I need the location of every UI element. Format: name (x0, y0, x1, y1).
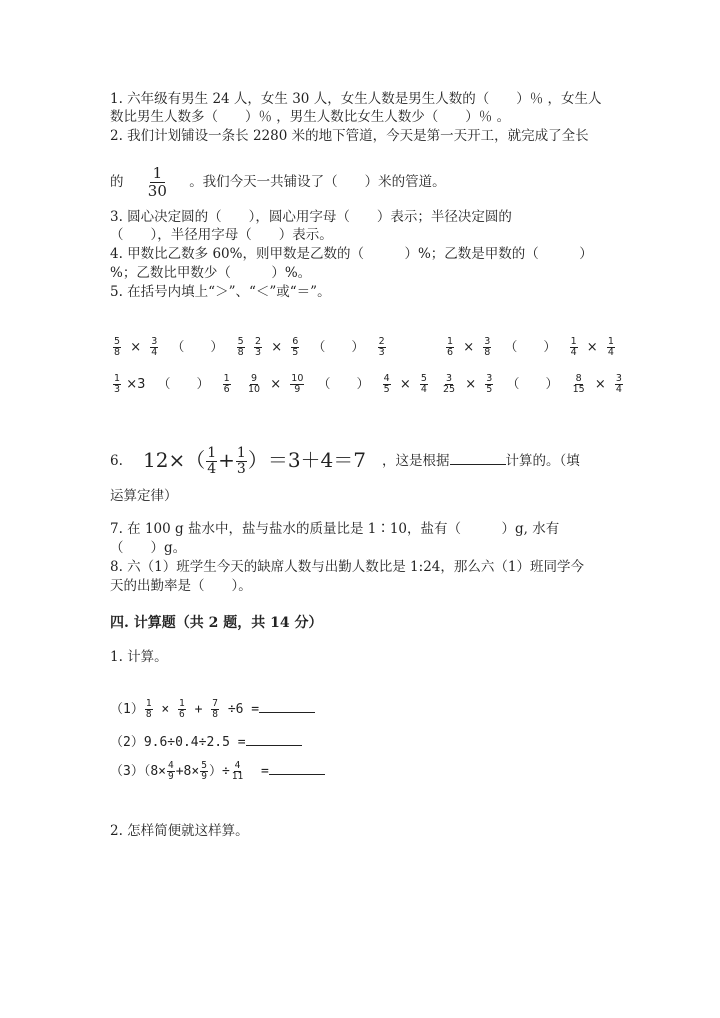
fraction: $\frac{1}{4}$ (570, 336, 577, 358)
q5-row1-item3: $\frac{1}{6}$ × $\frac{3}{8}$ （ ） $\frac{1}{4}$ × $\frac{1}{4}$ (447, 336, 614, 358)
fraction: $\frac{1}{6}$ (223, 373, 230, 395)
fraction: $\frac{4}{9}$ (167, 760, 174, 782)
q4-line2: %；乙数比甲数少（ ）%。 (110, 265, 312, 281)
fraction: $\frac{2}{3}$ (255, 336, 262, 358)
q2-fraction (148, 165, 167, 200)
q5-row1-item1: $\frac{5}{8}$ × $\frac{3}{4}$ （ ） $\frac{5}{8}$ (114, 336, 244, 358)
q6-label: 6. (110, 453, 123, 469)
calc1-title: 1. 计算。 (110, 649, 168, 665)
q6-text: ，这是根据 计算的。（填 (382, 453, 580, 469)
answer-paren[interactable]: （ ） (506, 377, 559, 392)
answer-paren[interactable]: （ ） (317, 377, 370, 392)
fraction: $\frac{3}{4}$ (615, 373, 622, 395)
q4-line1: 4. 甲数比乙数多 60%，则甲数是乙数的（ ）%；乙数是甲数的（ ） (110, 246, 593, 262)
q7-line1: 7. 在 100 g 盐水中，盐与盐水的质量比是 1∶10，盐有（ ）g, 水有 (110, 521, 560, 537)
q5-row2-item3: $\frac{3}{25}$ × $\frac{3}{5}$ （ ） $\frac{8}{15}$ × $\frac{3}{4}$ (443, 373, 622, 395)
q2-suffix: 。我们今天一共铺设了（ ）米的管道。 (189, 174, 446, 190)
q8-line2: 天的出勤率是（ ）。 (110, 578, 252, 594)
calc2-title: 2. 怎样简便就这样算。 (110, 823, 249, 839)
q2-line1: 2. 我们计划铺设一条长 2280 米的地下管道，今天是第一天开工，就完成了全长 (110, 128, 589, 144)
fraction: $\frac{3}{5}$ (486, 373, 493, 395)
fraction: $\frac{5}{4}$ (420, 373, 427, 395)
fraction: $\frac{7}{8}$ (212, 698, 218, 720)
calc1-expr2: （2）9.6÷0.4÷2.5 = (110, 731, 302, 750)
q1-line2: 数比男生人数多（ ）％ ，男生人数比女生人数少（ ）％ 。 (110, 109, 511, 125)
calc1-expr3: （3）（8× $\frac{4}{9}$ +8× $\frac{5}{9}$ ）÷ $\frac{4}{11}$ = (110, 760, 325, 782)
fraction: $\frac{10}{9}$ (291, 373, 304, 395)
answer-blank[interactable] (450, 452, 506, 465)
answer-blank[interactable] (259, 700, 315, 713)
answer-blank[interactable] (269, 762, 325, 775)
q2-frac-den: 30 (147, 182, 167, 200)
answer-paren[interactable]: （ ） (312, 340, 365, 355)
q2-line2 (110, 164, 446, 200)
fraction: $\frac{8}{15}$ (572, 373, 585, 395)
fraction: $\frac{6}{5}$ (292, 336, 299, 358)
fraction: $\frac{9}{10}$ (248, 373, 261, 395)
q3-line1: 3. 圆心决定圆的（ ），圆心用字母（ ）表示；半径决定圆的 (110, 209, 512, 225)
answer-blank[interactable] (246, 733, 302, 746)
q5-row2-item2: $\frac{9}{10}$ × $\frac{10}{9}$ （ ） $\frac{4}{5}$ × $\frac{5}{4}$ (248, 373, 427, 395)
q2-frac-num: 1 (150, 165, 166, 183)
fraction: $\frac{3}{8}$ (484, 336, 491, 358)
section-title: 四. 计算题（共 2 题，共 14 分） (110, 615, 323, 631)
fraction: $\frac{3}{25}$ (443, 373, 456, 395)
q6-expression: 12×（ $\frac{1}{4}$ + $\frac{1}{3}$ ）＝3＋4＝7 (143, 445, 367, 477)
q6-line2: 运算定律） (110, 488, 178, 504)
fraction: $\frac{4}{5}$ (383, 373, 390, 395)
answer-paren[interactable]: （ ） (157, 377, 210, 392)
fraction: $\frac{1}{4}$ (607, 336, 614, 358)
fraction: $\frac{5}{9}$ (201, 760, 207, 782)
q7-line2: （ ）g。 (110, 540, 187, 556)
q2-prefix: 的 (110, 174, 124, 190)
fraction: $\frac{5}{8}$ (114, 336, 121, 358)
q1-line1: 1. 六年级有男生 24 人，女生 30 人，女生人数是男生人数的（ ）％ ，女生人 (110, 91, 602, 107)
fraction: $\frac{5}{8}$ (237, 336, 244, 358)
q8-line1: 8. 六（1）班学生今天的缺席人数与出勤人数比是 1:24，那么六（1）班同学今 (110, 559, 584, 575)
fraction: $\frac{1}{4}$ (207, 445, 217, 477)
fraction: $\frac{4}{11}$ (231, 760, 244, 782)
fraction: $\frac{3}{4}$ (151, 336, 158, 358)
calc1-expr1: （1） $\frac{1}{8}$ × $\frac{1}{6}$ + $\frac{7}{8}$ ÷6 = (110, 698, 315, 720)
fraction: $\frac{1}{6}$ (447, 336, 454, 358)
fraction: $\frac{1}{6}$ (179, 698, 185, 720)
q5-line1: 5. 在括号内填上“＞”、“＜”或“＝”。 (110, 284, 331, 300)
fraction: $\frac{2}{3}$ (378, 336, 385, 358)
fraction: $\frac{1}{8}$ (145, 698, 152, 720)
answer-paren[interactable]: （ ） (171, 340, 224, 355)
q3-line2: （ ），半径用字母（ ）表示。 (110, 227, 333, 243)
q5-row1-item2: $\frac{2}{3}$ × $\frac{6}{5}$ （ ） $\frac{2}{3}$ (255, 336, 385, 358)
fraction: $\frac{1}{3}$ (236, 445, 246, 477)
q5-row2-item1: $\frac{1}{3}$ ×3 （ ） $\frac{1}{6}$ (114, 373, 230, 395)
fraction: $\frac{1}{3}$ (114, 373, 121, 395)
answer-paren[interactable]: （ ） (504, 340, 557, 355)
